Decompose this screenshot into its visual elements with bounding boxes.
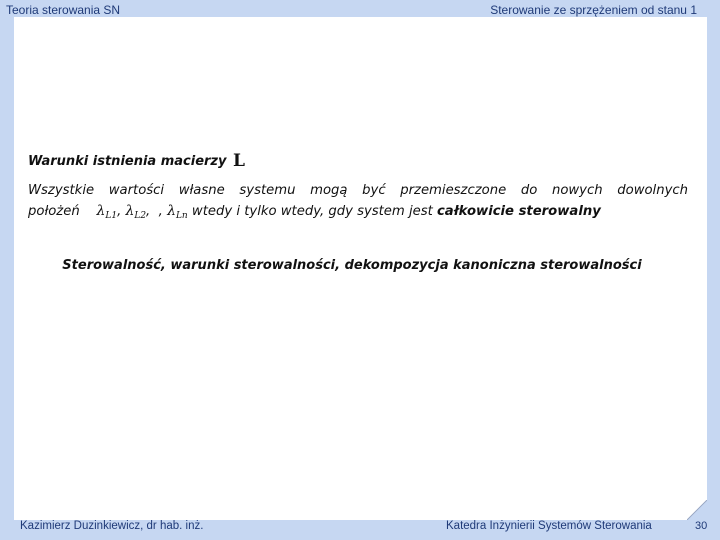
topics-line: Sterowalność, warunki sterowalności, dekompozycja kanoniczna sterowalności: [62, 258, 642, 273]
header-lecture-title: Sterowanie ze sprzężeniem od stanu 1: [490, 3, 697, 17]
section-title-text: Warunki istnienia macierzy: [28, 154, 227, 169]
separator: ,: [117, 204, 122, 219]
page-curl-icon: [687, 500, 707, 520]
paragraph-emphasis: całkowicie sterowalny: [436, 204, 601, 219]
paragraph-line-2: [28, 203, 688, 221]
paragraph-middle: wtedy i tylko wtedy, gdy system jest: [191, 204, 433, 219]
footer-author: Kazimierz Duzinkiewicz, dr hab. inż.: [20, 520, 204, 532]
separator: ,: [146, 204, 151, 219]
paragraph-prefix: położeń: [28, 204, 80, 219]
lambda-l1: $\lambda_{L1}$: [96, 203, 118, 221]
footer-department: Katedra Inżynierii Systemów Sterowania: [446, 520, 652, 532]
paragraph-line-1: Wszystkie wartości własne systemu mogą być przemieszczone do nowych dowolnych: [28, 183, 688, 198]
header-course-title: Teoria sterowania SN: [6, 3, 121, 17]
section-title: [28, 150, 245, 170]
lambda-l2: $\lambda_{L2}$: [125, 203, 147, 221]
page-number: 30: [695, 520, 708, 532]
separator: ,: [158, 204, 163, 219]
matrix-symbol: L: [233, 151, 245, 171]
lambda-ln: $\lambda_{Ln}$: [167, 203, 188, 221]
